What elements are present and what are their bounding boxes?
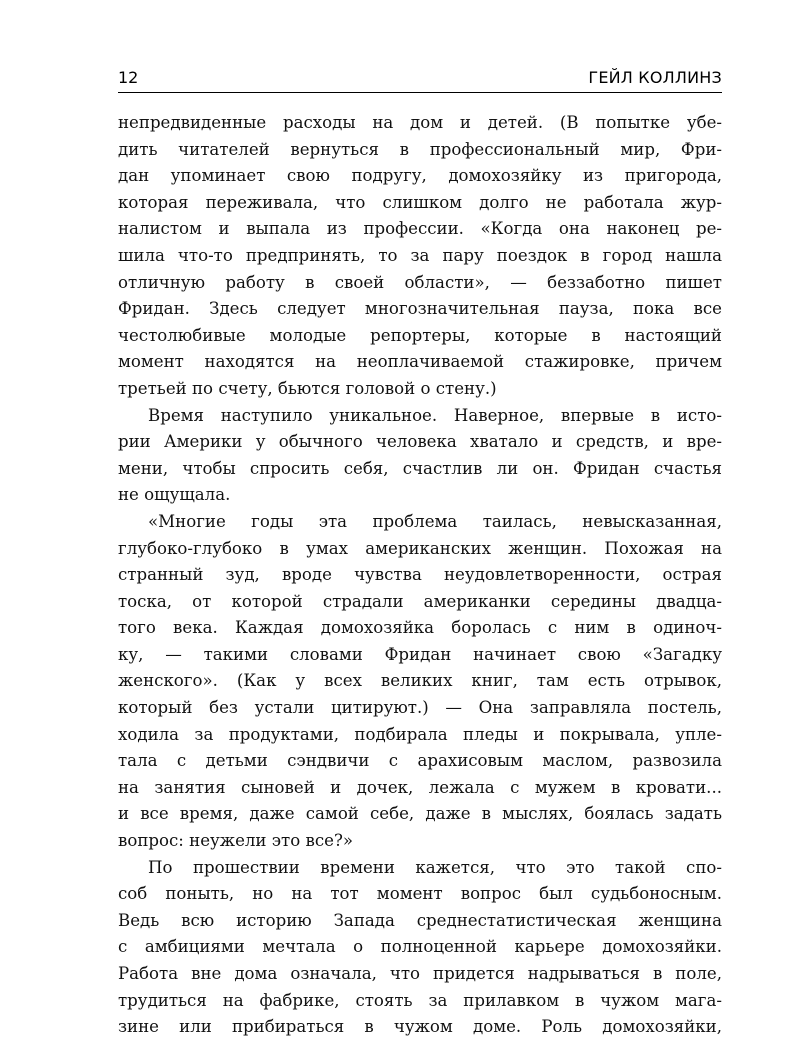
text-line: ходила за продуктами, подбирала пледы и покрывала, упле- [118, 724, 722, 744]
text-line: на занятия сыновей и дочек, лежала с мужем в кровати... [118, 777, 722, 797]
text-line: Время наступило уникальное. Наверное, впервые в исто- [148, 405, 722, 425]
text-line: глубоко-глубоко в умах американских женщин. Похожая на [118, 538, 722, 558]
text-line: того века. Каждая домохозяйка боролась с ним в одиноч- [118, 618, 722, 638]
text-line: непредвиденные расходы на дом и детей. (В попытке убе- [118, 113, 722, 132]
text-line: По прошествии времени кажется, что это такой спо- [148, 857, 722, 877]
text-line: рии Америки у обычного человека хватало и средств, и вре- [118, 432, 722, 452]
text-line: который без устали цитируют.) — Она заправляла постель, [118, 698, 722, 718]
text-line: мени, чтобы спросить себя, счастлив ли он. Фридан счастья [118, 458, 722, 478]
text-line: женского». (Как у всех великих книг, там есть отрывок, [118, 671, 722, 691]
text-line: честолюбивые молодые репортеры, которые в настоящий [118, 325, 722, 345]
text-line: Фридан. Здесь следует многозначительная пауза, пока все [118, 299, 722, 319]
text-line: тала с детьми сэндвичи с арахисовым маслом, развозила [118, 751, 722, 771]
body-text [118, 110, 722, 1041]
text-line: налистом и выпала из профессии. «Когда она наконец ре- [118, 219, 722, 239]
text-line: трудиться на фабрике, стоять за прилавком в чужом мага- [118, 990, 722, 1010]
text-line: и все время, даже самой себе, даже в мыслях, боялась задать [118, 804, 722, 824]
text-line: вопрос: неужели это все?» [118, 831, 354, 851]
text-line: Ведь всю историю Запада среднестатистическая женщина [118, 910, 722, 930]
text-line: странный зуд, вроде чувства неудовлетворенности, острая [118, 565, 722, 585]
text-line: зине или прибираться в чужом доме. Роль домохозяйки, [118, 1017, 722, 1037]
text-line: третьей по счету, бьются головой о стену.) [118, 378, 497, 398]
text-line: тоска, от которой страдали американки середины двадца- [118, 591, 722, 611]
text-line: ку, — такими словами Фридан начинает свою «Загадку [118, 644, 722, 664]
text-line: дить читателей вернуться в профессиональный мир, Фри- [118, 139, 722, 159]
text-line: отличную работу в своей области», — беззаботно пишет [118, 272, 722, 292]
text-line: момент находятся на неоплачиваемой стажировке, причем [118, 352, 722, 372]
text-line: которая переживала, что слишком долго не работала жур- [118, 192, 722, 212]
running-head [118, 66, 722, 93]
text-line: дан упоминает свою подругу, домохозяйку из пригорода, [118, 166, 722, 186]
text-line: соб поныть, но на тот момент вопрос был судьбоносным. [118, 884, 722, 904]
text-line: не ощущала. [118, 485, 231, 505]
text-line: с амбициями мечтала о полноценной карьере домохозяйки. [118, 937, 722, 957]
author-name: ГЕЙЛ КОЛЛИНЗ [588, 68, 722, 87]
text-line: шила что-то предпринять, то за пару поездок в город нашла [118, 245, 722, 265]
text-line: Работа вне дома означала, что придется надрываться в поле, [118, 964, 722, 983]
page-number: 12 [118, 68, 139, 87]
text-line: «Многие годы эта проблема таилась, невысказанная, [148, 511, 722, 531]
